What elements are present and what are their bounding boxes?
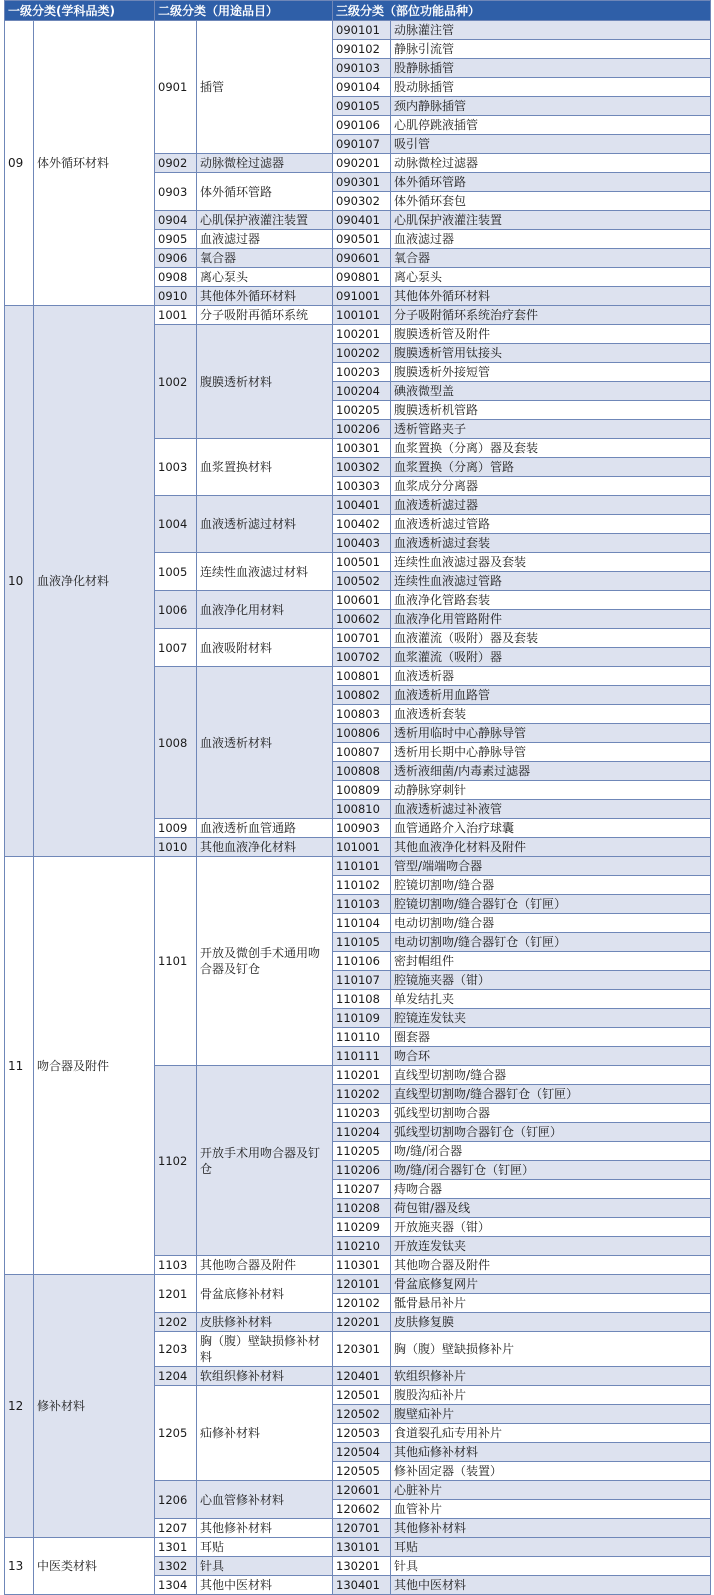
level2-code: 1204 — [155, 1367, 197, 1386]
level3-name: 吻合环 — [391, 1047, 711, 1066]
level2-name: 针具 — [197, 1557, 333, 1576]
level2-code: 0906 — [155, 249, 197, 268]
level3-code: 120502 — [333, 1405, 391, 1424]
level1-name: 吻合器及附件 — [34, 857, 155, 1275]
level3-code: 120503 — [333, 1424, 391, 1443]
level3-name: 软组织修补片 — [391, 1367, 711, 1386]
level3-name: 分子吸附循环系统治疗套件 — [391, 306, 711, 325]
level3-name: 氧合器 — [391, 249, 711, 268]
level2-name: 血液透析血管通路 — [197, 819, 333, 838]
level3-name: 血液滤过器 — [391, 230, 711, 249]
level2-name: 心肌保护液灌注装置 — [197, 211, 333, 230]
level3-name: 腔镜切割吻/缝合器钉仓（钉匣） — [391, 895, 711, 914]
level3-name: 透析用临时中心静脉导管 — [391, 724, 711, 743]
level3-code: 090201 — [333, 154, 391, 173]
level3-code: 090102 — [333, 40, 391, 59]
level3-code: 110202 — [333, 1085, 391, 1104]
level2-code: 0903 — [155, 173, 197, 211]
level3-code: 110210 — [333, 1237, 391, 1256]
level3-code: 130101 — [333, 1538, 391, 1557]
level3-code: 100602 — [333, 610, 391, 629]
level3-code: 120505 — [333, 1462, 391, 1481]
level2-code: 1207 — [155, 1519, 197, 1538]
header-row — [5, 1, 711, 21]
header-level1: 一级分类(学科品类) — [5, 1, 155, 21]
level2-code: 0904 — [155, 211, 197, 230]
level2-code: 1201 — [155, 1275, 197, 1313]
level3-code: 120101 — [333, 1275, 391, 1294]
level3-name: 弧线型切割吻合器 — [391, 1104, 711, 1123]
level3-code: 100807 — [333, 743, 391, 762]
level3-name: 腹膜透析机管路 — [391, 401, 711, 420]
level3-code: 110101 — [333, 857, 391, 876]
level2-name: 耳贴 — [197, 1538, 333, 1557]
level3-code: 100402 — [333, 515, 391, 534]
level3-code: 090101 — [333, 21, 391, 40]
level3-code: 110201 — [333, 1066, 391, 1085]
level3-name: 血液灌流（吸附）器及套装 — [391, 629, 711, 648]
level1-code: 10 — [5, 306, 34, 857]
level3-code: 110110 — [333, 1028, 391, 1047]
level3-name: 腹膜透析外接短管 — [391, 363, 711, 382]
level3-name: 体外循环管路 — [391, 173, 711, 192]
level2-code: 1205 — [155, 1386, 197, 1481]
level2-name: 血液透析滤过材料 — [197, 496, 333, 553]
level3-name: 直线型切割吻/缝合器钉仓（钉匣） — [391, 1085, 711, 1104]
level1-name: 修补材料 — [34, 1275, 155, 1538]
level3-code: 090302 — [333, 192, 391, 211]
level3-name: 腔镜连发钛夹 — [391, 1009, 711, 1028]
level2-code: 1008 — [155, 667, 197, 819]
table-row — [5, 21, 711, 40]
level3-code: 090301 — [333, 173, 391, 192]
level2-name: 心血管修补材料 — [197, 1481, 333, 1519]
level3-code: 090104 — [333, 78, 391, 97]
level3-name: 骶骨悬吊补片 — [391, 1294, 711, 1313]
level3-name: 体外循环套包 — [391, 192, 711, 211]
table-row — [5, 1275, 711, 1294]
level3-name: 连续性血液滤过器及套装 — [391, 553, 711, 572]
level2-name: 动脉微栓过滤器 — [197, 154, 333, 173]
level3-code: 091001 — [333, 287, 391, 306]
level3-name: 管型/端端吻合器 — [391, 857, 711, 876]
level1-code: 11 — [5, 857, 34, 1275]
level3-code: 100301 — [333, 439, 391, 458]
level3-code: 100702 — [333, 648, 391, 667]
level3-name: 弧线型切割吻合器钉仓（钉匣） — [391, 1123, 711, 1142]
level2-name: 插管 — [197, 21, 333, 154]
level3-name: 食道裂孔疝专用补片 — [391, 1424, 711, 1443]
level3-name: 骨盆底修复网片 — [391, 1275, 711, 1294]
level3-code: 100201 — [333, 325, 391, 344]
level2-code: 1001 — [155, 306, 197, 325]
level3-name: 连续性血液滤过管路 — [391, 572, 711, 591]
level2-name: 连续性血液滤过材料 — [197, 553, 333, 591]
level3-code: 120701 — [333, 1519, 391, 1538]
level2-name: 血液净化用材料 — [197, 591, 333, 629]
level3-name: 血液透析器 — [391, 667, 711, 686]
level3-code: 100802 — [333, 686, 391, 705]
level3-name: 腹壁疝补片 — [391, 1405, 711, 1424]
level3-code: 090103 — [333, 59, 391, 78]
level3-name: 血浆灌流（吸附）器 — [391, 648, 711, 667]
level3-code: 110108 — [333, 990, 391, 1009]
level3-code: 100204 — [333, 382, 391, 401]
level3-name: 开放连发钛夹 — [391, 1237, 711, 1256]
level3-code: 110104 — [333, 914, 391, 933]
level3-code: 100302 — [333, 458, 391, 477]
level3-code: 100403 — [333, 534, 391, 553]
level2-code: 1003 — [155, 439, 197, 496]
level3-code: 100205 — [333, 401, 391, 420]
level3-code: 110207 — [333, 1180, 391, 1199]
level3-name: 血液透析滤过管路 — [391, 515, 711, 534]
level3-code: 100808 — [333, 762, 391, 781]
level3-name: 腔镜切割吻/缝合器 — [391, 876, 711, 895]
level3-code: 110301 — [333, 1256, 391, 1275]
level3-name: 血液透析滤过补液管 — [391, 800, 711, 819]
level2-code: 0902 — [155, 154, 197, 173]
level2-name: 其他中医材料 — [197, 1576, 333, 1595]
level3-name: 腹股沟疝补片 — [391, 1386, 711, 1405]
level3-name: 其他修补材料 — [391, 1519, 711, 1538]
table-row — [5, 1538, 711, 1557]
level2-code: 0908 — [155, 268, 197, 287]
level3-code: 100810 — [333, 800, 391, 819]
level3-code: 100401 — [333, 496, 391, 515]
header-level2: 二级分类（用途品目） — [155, 1, 333, 21]
level3-code: 120504 — [333, 1443, 391, 1462]
level3-name: 透析液细菌/内毒素过滤器 — [391, 762, 711, 781]
level3-code: 090601 — [333, 249, 391, 268]
level3-name: 其他血液净化材料及附件 — [391, 838, 711, 857]
level3-name: 血管补片 — [391, 1500, 711, 1519]
level2-name: 其他血液净化材料 — [197, 838, 333, 857]
level3-code: 100203 — [333, 363, 391, 382]
level3-name: 圈套器 — [391, 1028, 711, 1047]
level2-name: 血液滤过器 — [197, 230, 333, 249]
level3-code: 100801 — [333, 667, 391, 686]
level2-name: 体外循环管路 — [197, 173, 333, 211]
level2-name: 其他体外循环材料 — [197, 287, 333, 306]
level3-code: 100303 — [333, 477, 391, 496]
level3-name: 心肌停跳液插管 — [391, 116, 711, 135]
level3-name: 透析管路夹子 — [391, 420, 711, 439]
level3-name: 股动脉插管 — [391, 78, 711, 97]
level3-name: 电动切割吻/缝合器 — [391, 914, 711, 933]
level3-name: 血液净化管路套装 — [391, 591, 711, 610]
level2-name: 胸（腹）壁缺损修补材料 — [197, 1332, 333, 1367]
level3-code: 090105 — [333, 97, 391, 116]
level2-code: 1007 — [155, 629, 197, 667]
level3-code: 110103 — [333, 895, 391, 914]
level3-name: 透析用长期中心静脉导管 — [391, 743, 711, 762]
level2-name: 腹膜透析材料 — [197, 325, 333, 439]
level3-name: 血浆置换（分离）管路 — [391, 458, 711, 477]
level3-name: 血浆置换（分离）器及套装 — [391, 439, 711, 458]
table-row — [5, 857, 711, 876]
level3-code: 100701 — [333, 629, 391, 648]
level3-code: 110105 — [333, 933, 391, 952]
level2-code: 1103 — [155, 1256, 197, 1275]
level2-code: 1301 — [155, 1538, 197, 1557]
level3-name: 针具 — [391, 1557, 711, 1576]
level3-code: 110205 — [333, 1142, 391, 1161]
level3-name: 血液透析滤过器 — [391, 496, 711, 515]
level2-code: 1203 — [155, 1332, 197, 1367]
level1-code: 12 — [5, 1275, 34, 1538]
level3-code: 110206 — [333, 1161, 391, 1180]
level2-name: 离心泵头 — [197, 268, 333, 287]
level1-name: 血液净化材料 — [34, 306, 155, 857]
level3-name: 其他吻合器及附件 — [391, 1256, 711, 1275]
level3-code: 110109 — [333, 1009, 391, 1028]
level2-name: 其他吻合器及附件 — [197, 1256, 333, 1275]
level3-code: 120301 — [333, 1332, 391, 1367]
level3-name: 血管通路介入治疗球囊 — [391, 819, 711, 838]
level3-name: 碘液微型盖 — [391, 382, 711, 401]
level3-code: 110208 — [333, 1199, 391, 1218]
level3-code: 110204 — [333, 1123, 391, 1142]
level2-code: 0901 — [155, 21, 197, 154]
level3-name: 腹膜透析管用钛接头 — [391, 344, 711, 363]
level2-code: 1102 — [155, 1066, 197, 1256]
level3-code: 101001 — [333, 838, 391, 857]
level2-code: 1009 — [155, 819, 197, 838]
level2-code: 1002 — [155, 325, 197, 439]
level3-code: 120602 — [333, 1500, 391, 1519]
level1-code: 13 — [5, 1538, 34, 1595]
level3-name: 血浆成分分离器 — [391, 477, 711, 496]
level3-name: 离心泵头 — [391, 268, 711, 287]
level3-code: 120501 — [333, 1386, 391, 1405]
level2-code: 1302 — [155, 1557, 197, 1576]
level3-name: 动脉微栓过滤器 — [391, 154, 711, 173]
level3-code: 100101 — [333, 306, 391, 325]
level2-code: 1004 — [155, 496, 197, 553]
level3-name: 腹膜透析管及附件 — [391, 325, 711, 344]
level3-name: 修补固定器（装置） — [391, 1462, 711, 1481]
level3-name: 腔镜施夹器（钳） — [391, 971, 711, 990]
level3-name: 直线型切割吻/缝合器 — [391, 1066, 711, 1085]
level3-name: 其他中医材料 — [391, 1576, 711, 1595]
level2-code: 1005 — [155, 553, 197, 591]
level2-name: 疝修补材料 — [197, 1386, 333, 1481]
level3-code: 100803 — [333, 705, 391, 724]
level3-code: 130201 — [333, 1557, 391, 1576]
level2-code: 1006 — [155, 591, 197, 629]
level3-code: 120201 — [333, 1313, 391, 1332]
level3-name: 皮肤修复膜 — [391, 1313, 711, 1332]
level3-name: 吻/缝/闭合器 — [391, 1142, 711, 1161]
level3-name: 吻/缝/闭合器钉仓（钉匣） — [391, 1161, 711, 1180]
level3-name: 胸（腹）壁缺损修补片 — [391, 1332, 711, 1367]
level3-code: 090106 — [333, 116, 391, 135]
level3-name: 静脉引流管 — [391, 40, 711, 59]
level3-name: 心脏补片 — [391, 1481, 711, 1500]
level2-code: 1101 — [155, 857, 197, 1066]
level3-code: 100502 — [333, 572, 391, 591]
table-row — [5, 306, 711, 325]
level3-name: 荷包钳/器及线 — [391, 1199, 711, 1218]
level3-name: 其他疝修补材料 — [391, 1443, 711, 1462]
level3-code: 110203 — [333, 1104, 391, 1123]
level3-code: 130401 — [333, 1576, 391, 1595]
level3-code: 110102 — [333, 876, 391, 895]
level2-code: 1304 — [155, 1576, 197, 1595]
level2-name: 血浆置换材料 — [197, 439, 333, 496]
level3-code: 090501 — [333, 230, 391, 249]
level3-code: 100202 — [333, 344, 391, 363]
level3-name: 颈内静脉插管 — [391, 97, 711, 116]
level3-code: 120102 — [333, 1294, 391, 1313]
level3-code: 120601 — [333, 1481, 391, 1500]
level3-name: 血液透析用血路管 — [391, 686, 711, 705]
level3-name: 心肌保护液灌注装置 — [391, 211, 711, 230]
level2-name: 血液透析材料 — [197, 667, 333, 819]
level2-name: 其他修补材料 — [197, 1519, 333, 1538]
level3-name: 单发结扎夹 — [391, 990, 711, 1009]
level3-code: 100501 — [333, 553, 391, 572]
level3-name: 血液透析滤过套装 — [391, 534, 711, 553]
level3-name: 吸引管 — [391, 135, 711, 154]
level2-name: 血液吸附材料 — [197, 629, 333, 667]
level3-name: 其他体外循环材料 — [391, 287, 711, 306]
level3-code: 110107 — [333, 971, 391, 990]
level3-name: 电动切割吻/缝合器钉仓（钉匣） — [391, 933, 711, 952]
level3-code: 100903 — [333, 819, 391, 838]
level1-name: 体外循环材料 — [34, 21, 155, 306]
level2-name: 分子吸附再循环系统 — [197, 306, 333, 325]
level3-name: 股静脉插管 — [391, 59, 711, 78]
level3-code: 100809 — [333, 781, 391, 800]
level2-name: 骨盆底修补材料 — [197, 1275, 333, 1313]
level3-name: 密封帽组件 — [391, 952, 711, 971]
level3-code: 110106 — [333, 952, 391, 971]
level3-code: 100806 — [333, 724, 391, 743]
level3-code: 110209 — [333, 1218, 391, 1237]
level3-name: 动静脉穿刺针 — [391, 781, 711, 800]
level2-name: 皮肤修补材料 — [197, 1313, 333, 1332]
level3-code: 090107 — [333, 135, 391, 154]
level2-code: 0905 — [155, 230, 197, 249]
level3-code: 090801 — [333, 268, 391, 287]
level2-name: 开放及微创手术通用吻合器及钉仓 — [197, 857, 333, 1066]
level3-name: 痔吻合器 — [391, 1180, 711, 1199]
level3-name: 血液净化用管路附件 — [391, 610, 711, 629]
level2-code: 0910 — [155, 287, 197, 306]
level1-code: 09 — [5, 21, 34, 306]
classification-table — [4, 0, 711, 1595]
level3-name: 血液透析套装 — [391, 705, 711, 724]
level2-code: 1202 — [155, 1313, 197, 1332]
level3-code: 120401 — [333, 1367, 391, 1386]
level3-name: 开放施夹器（钳） — [391, 1218, 711, 1237]
header-level3: 三级分类（部位功能品种） — [333, 1, 711, 21]
level2-code: 1206 — [155, 1481, 197, 1519]
level3-code: 100601 — [333, 591, 391, 610]
level3-code: 110111 — [333, 1047, 391, 1066]
level2-name: 氧合器 — [197, 249, 333, 268]
level3-name: 动脉灌注管 — [391, 21, 711, 40]
level1-name: 中医类材料 — [34, 1538, 155, 1595]
table-body — [5, 21, 711, 1595]
level2-code: 1010 — [155, 838, 197, 857]
level3-code: 100206 — [333, 420, 391, 439]
level3-name: 耳贴 — [391, 1538, 711, 1557]
level3-code: 090401 — [333, 211, 391, 230]
level2-name: 开放手术用吻合器及钉仓 — [197, 1066, 333, 1256]
level2-name: 软组织修补材料 — [197, 1367, 333, 1386]
